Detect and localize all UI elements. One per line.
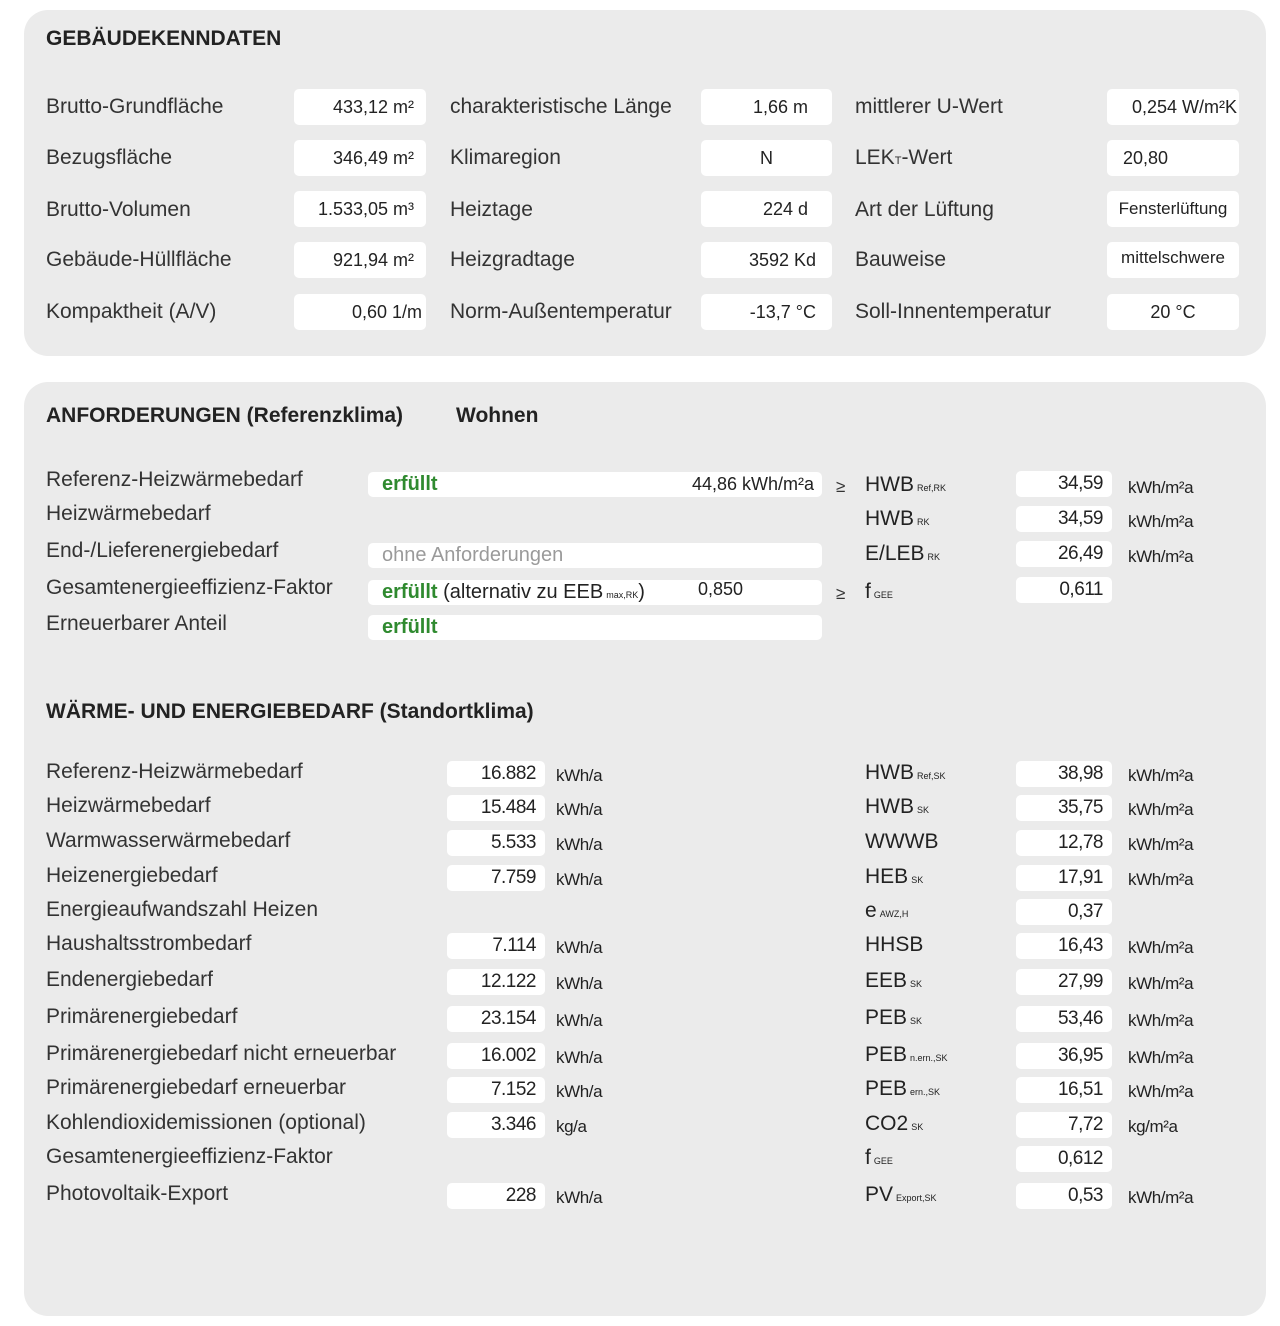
demand-specific-unit: kWh/m²a [1128,870,1194,889]
req-unit: kWh/m²a [1128,478,1194,497]
demand-value: 12.122 [447,969,545,995]
demand-value: 7.759 [447,865,545,891]
req-symbol: fGEE [865,580,893,603]
req-status: erfüllt [382,473,438,495]
demand-label: Heizenergiebedarf [46,864,218,887]
building-data-title: GEBÄUDEKENNDATEN [46,27,282,50]
demand-label: Endenergiebedarf [46,968,213,991]
demand-specific-value: 7,72 [1016,1112,1112,1138]
demand-unit: kWh/a [556,766,603,785]
construction-type-value: mittelschwere [1107,242,1239,278]
demand-label: Haushaltsstrombedarf [46,932,252,955]
req-label: Referenz-Heizwärmebedarf [46,468,303,491]
demand-value: 7.114 [447,933,545,959]
demand-unit: kWh/a [556,938,603,957]
demand-specific-value: 53,46 [1016,1006,1112,1032]
demand-value: 5.533 [447,830,545,856]
gross-volume-value: 1.533,05 m³ [294,191,426,227]
demand-value: 16.882 [447,761,545,787]
usage-category: Wohnen [456,404,539,427]
demand-specific-value: 17,91 [1016,865,1112,891]
req-unit: kWh/m²a [1128,547,1194,566]
demand-label: Kohlendioxidemissionen (optional) [46,1111,366,1134]
demand-unit: kWh/a [556,800,603,819]
demand-label: Heizwärmebedarf [46,794,211,817]
characteristic-length-label: charakteristische Länge [450,95,672,118]
demand-specific-unit: kg/m²a [1128,1117,1178,1136]
gross-floor-area-value: 433,12 m² [294,89,426,125]
req-status-box [368,580,822,605]
demand-symbol: PEB n.ern.,SK [865,1043,948,1066]
demand-symbol: PEB ern.,SK [865,1077,941,1100]
demand-specific-unit: kWh/m²a [1128,835,1194,854]
demand-label: Referenz-Heizwärmebedarf [46,760,303,783]
demand-symbol: PV Export,SK [865,1183,937,1206]
demand-specific-unit: kWh/m²a [1128,974,1194,993]
indoor-temp-value: 20 °C [1107,294,1239,330]
reference-area-label: Bezugsfläche [46,146,173,169]
demand-specific-unit: kWh/m²a [1128,766,1194,785]
demand-value: 15.484 [447,795,545,821]
demand-symbol: fGEE [865,1146,893,1169]
lek-value-value: 20,80 [1107,140,1239,176]
gross-floor-area-label: Brutto-Grundfläche [46,95,224,118]
demand-symbol: HWB SK [865,795,930,818]
climate-region-value: N [701,140,832,176]
demand-specific-value: 16,51 [1016,1077,1112,1103]
req-symbol: HWB RK [865,507,930,530]
demand-value: 16.002 [447,1043,545,1069]
demand-unit: kWh/a [556,1048,603,1067]
demand-title: WÄRME- UND ENERGIEBEDARF (Standortklima) [46,700,534,723]
demand-specific-value: 38,98 [1016,761,1112,787]
compactness-label: Kompaktheit (A/V) [46,300,217,323]
demand-symbol: eAWZ,H [865,899,909,922]
req-status: erfüllt [382,616,438,638]
envelope-area-value: 921,94 m² [294,242,426,278]
req-value: 34,59 [1016,506,1112,532]
req-value: 26,49 [1016,541,1112,567]
heating-days-label: Heiztage [450,198,533,221]
req-note: (alternativ zu EEB max,RK) [443,581,645,603]
heating-days-value: 224 d [701,191,832,227]
demand-specific-unit: kWh/m²a [1128,1048,1194,1067]
demand-label: Primärenergiebedarf [46,1005,238,1028]
demand-symbol: HWB Ref,SK [865,761,946,784]
demand-label: Primärenergiebedarf erneuerbar [46,1076,346,1099]
demand-unit: kWh/a [556,1011,603,1030]
demand-symbol: EEB SK [865,969,923,992]
climate-region-label: Klimaregion [450,146,561,169]
indoor-temp-label: Soll-Innentemperatur [855,300,1052,323]
demand-unit: kg/a [556,1117,587,1136]
demand-label: Warmwasserwärmebedarf [46,829,291,852]
demand-specific-unit: kWh/m²a [1128,800,1194,819]
heating-degree-days-value: 3592 Kd [701,242,832,278]
req-limit: 0,850 [698,579,744,599]
req-status-box [368,615,822,640]
demand-specific-unit: kWh/m²a [1128,1082,1194,1101]
req-label: Erneuerbarer Anteil [46,612,227,635]
demand-specific-unit: kWh/m²a [1128,938,1194,957]
req-label: Gesamtenergieeffizienz-Faktor [46,576,333,599]
demand-value: 23.154 [447,1006,545,1032]
gross-volume-label: Brutto-Volumen [46,198,191,221]
demand-specific-unit: kWh/m²a [1128,1188,1194,1207]
req-limit: 44,86 kWh/m²a [691,474,814,494]
demand-specific-unit: kWh/m²a [1128,1011,1194,1030]
demand-value: 228 [447,1183,545,1209]
req-value: 0,611 [1016,577,1112,603]
demand-symbol: HHSB [865,933,924,956]
lek-value-label: LEKT-Wert [855,146,953,169]
demand-unit: kWh/a [556,1188,603,1207]
demand-specific-value: 0,53 [1016,1183,1112,1209]
demand-label: Gesamtenergieeffizienz-Faktor [46,1145,333,1168]
req-status-box [368,543,822,568]
demand-unit: kWh/a [556,974,603,993]
demand-label: Energieaufwandszahl Heizen [46,898,319,921]
compactness-value: 0,60 1/m [294,294,426,330]
req-value: 34,59 [1016,471,1112,497]
demand-specific-value: 0,612 [1016,1146,1112,1172]
demand-specific-value: 0,37 [1016,899,1112,925]
req-label: Heizwärmebedarf [46,502,211,525]
req-status: ohne Anforderungen [382,544,564,566]
demand-unit: kWh/a [556,870,603,889]
envelope-area-label: Gebäude-Hüllfläche [46,248,232,271]
demand-specific-value: 16,43 [1016,933,1112,959]
req-unit: kWh/m²a [1128,512,1194,531]
demand-specific-value: 35,75 [1016,795,1112,821]
demand-symbol: PEB SK [865,1006,923,1029]
construction-type-label: Bauweise [855,248,947,271]
demand-symbol: WWWB [865,830,939,853]
demand-specific-value: 36,95 [1016,1043,1112,1069]
req-symbol: E/LEB RK [865,542,941,565]
characteristic-length-value: 1,66 m [701,89,832,125]
demand-label: Primärenergiebedarf nicht erneuerbar [46,1042,397,1065]
demand-symbol: HEB SK [865,865,924,888]
reference-area-value: 346,49 m² [294,140,426,176]
ventilation-type-label: Art der Lüftung [855,198,994,221]
demand-value: 3.346 [447,1112,545,1138]
mean-u-value-label: mittlerer U-Wert [855,95,1003,118]
req-label: End-/Lieferenergiebedarf [46,539,279,562]
req-symbol: HWB Ref,RK [865,473,947,496]
demand-value: 7.152 [447,1077,545,1103]
req-ge: ≥ [836,477,846,496]
demand-symbol: CO2 SK [865,1112,924,1135]
mean-u-value-value: 0,254 W/m²K [1107,89,1239,125]
req-ge: ≥ [836,584,846,603]
design-outdoor-temp-value: -13,7 °C [701,294,832,330]
demand-unit: kWh/a [556,835,603,854]
ventilation-type-value: Fensterlüftung [1107,191,1239,227]
demand-specific-value: 27,99 [1016,969,1112,995]
demand-specific-value: 12,78 [1016,830,1112,856]
req-status-box [368,472,822,497]
demand-unit: kWh/a [556,1082,603,1101]
design-outdoor-temp-label: Norm-Außentemperatur [450,300,672,323]
requirements-title: ANFORDERUNGEN (Referenzklima) [46,404,404,427]
demand-label: Photovoltaik-Export [46,1182,229,1205]
heating-degree-days-label: Heizgradtage [450,248,575,271]
req-status: erfüllt [382,581,438,603]
